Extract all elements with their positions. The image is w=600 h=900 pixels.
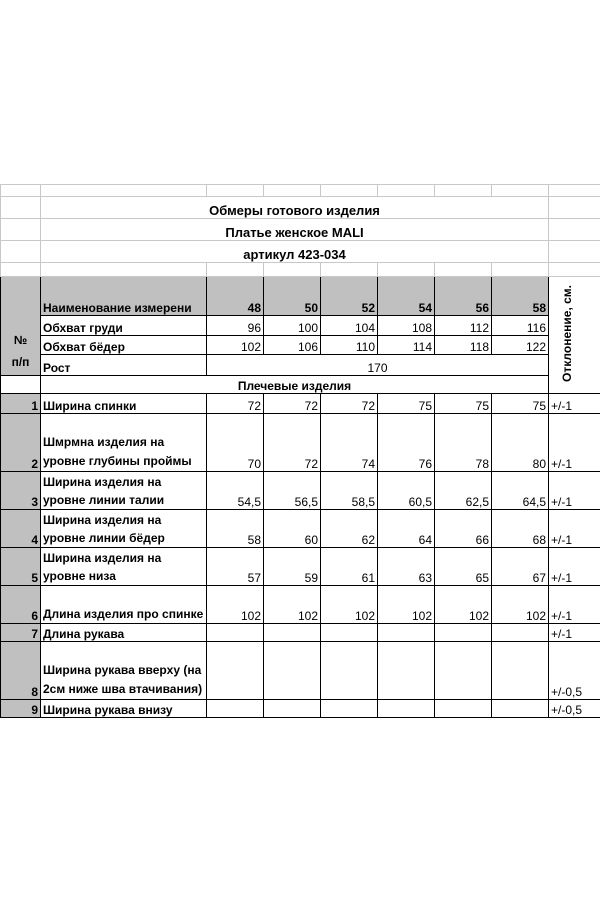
size-52: 52 [321,277,378,316]
product-row [1,219,600,241]
value-58 [492,642,549,700]
row-number: 9 [1,700,41,718]
hips-label: Обхват бёдер [41,335,207,355]
value-52 [321,700,378,718]
value-54 [378,624,435,642]
measurement-name: Шмрмна изделия на уровне глубины проймы [41,414,207,472]
value-58: 75 [492,394,549,414]
deviation-value: +/-1 [549,394,600,414]
table-row [1,394,600,414]
height-value: 170 [207,355,549,376]
value-58 [492,624,549,642]
value-54: 102 [378,586,435,624]
table-row [1,414,600,472]
value-54: 75 [378,394,435,414]
value-54 [378,700,435,718]
spreadsheet [0,184,600,718]
value-48: 57 [207,548,264,586]
table-row [1,472,600,510]
value-54: 64 [378,510,435,548]
value-56: 66 [435,510,492,548]
table-row [1,700,600,718]
value-56: 75 [435,394,492,414]
chest-50: 100 [264,316,321,336]
section-title: Плечевые изделия [41,376,549,394]
value-52 [321,624,378,642]
chest-48: 96 [207,316,264,336]
deviation-value: +/-1 [549,548,600,586]
deviation-value: +/-1 [549,414,600,472]
value-56: 65 [435,548,492,586]
row-number: 2 [1,414,41,472]
value-56: 102 [435,586,492,624]
size-56: 56 [435,277,492,316]
blank-row [1,185,600,197]
article-number: артикул 423-034 [41,241,549,263]
value-58: 67 [492,548,549,586]
measurement-name: Ширина изделия на уровне линии бёдер [41,510,207,548]
size-48: 48 [207,277,264,316]
value-50: 56,5 [264,472,321,510]
value-50: 102 [264,586,321,624]
measurement-name: Ширина рукава внизу [41,700,207,718]
height-label: Рост [41,355,207,376]
value-48: 102 [207,586,264,624]
value-56 [435,700,492,718]
value-48: 72 [207,394,264,414]
deviation-value: +/-1 [549,586,600,624]
index-header-cell [1,277,41,376]
value-50: 59 [264,548,321,586]
measurement-name: Длина изделия про спинке [41,586,207,624]
height-row [1,355,600,376]
hips-row [1,335,600,355]
index-label-bottom: п/п [11,355,30,369]
chest-52: 104 [321,316,378,336]
value-52: 72 [321,394,378,414]
row-number: 5 [1,548,41,586]
section-row [1,376,600,394]
value-52 [321,642,378,700]
value-56 [435,624,492,642]
row-number: 4 [1,510,41,548]
value-52: 102 [321,586,378,624]
size-54: 54 [378,277,435,316]
value-52: 62 [321,510,378,548]
value-50 [264,700,321,718]
value-48: 54,5 [207,472,264,510]
deviation-header [549,277,600,394]
value-50: 72 [264,394,321,414]
hips-58: 122 [492,335,549,355]
value-48 [207,700,264,718]
deviation-value: +/-0,5 [549,642,600,700]
table-row [1,586,600,624]
value-58: 80 [492,414,549,472]
chest-row [1,316,600,336]
value-52: 58,5 [321,472,378,510]
value-58: 64,5 [492,472,549,510]
deviation-header-text: Отклонение, см. [559,285,574,382]
hips-52: 110 [321,335,378,355]
value-58: 68 [492,510,549,548]
value-48: 70 [207,414,264,472]
value-54: 60,5 [378,472,435,510]
deviation-value: +/-0,5 [549,700,600,718]
size-50: 50 [264,277,321,316]
size-header-row [1,277,600,316]
chest-56: 112 [435,316,492,336]
value-50: 72 [264,414,321,472]
row-number: 7 [1,624,41,642]
row-number: 8 [1,642,41,700]
value-58 [492,700,549,718]
title-row [1,197,600,219]
hips-56: 118 [435,335,492,355]
chest-58: 116 [492,316,549,336]
table-row [1,642,600,700]
value-56 [435,642,492,700]
hips-54: 114 [378,335,435,355]
chest-label: Обхват груди [41,316,207,336]
document-title: Обмеры готового изделия [41,197,549,219]
row-number: 6 [1,586,41,624]
value-48: 58 [207,510,264,548]
article-row [1,241,600,263]
deviation-value: +/-1 [549,624,600,642]
row-number: 3 [1,472,41,510]
hips-50: 106 [264,335,321,355]
measurement-name: Ширина спинки [41,394,207,414]
measurement-name: Длина рукава [41,624,207,642]
value-54: 63 [378,548,435,586]
value-50 [264,624,321,642]
hips-48: 102 [207,335,264,355]
value-50: 60 [264,510,321,548]
value-48 [207,624,264,642]
value-50 [264,642,321,700]
measurement-name: Ширина рукава вверху (на 2см ниже шва втачивания) [41,642,207,700]
product-name: Платье женское MALI [41,219,549,241]
chest-54: 108 [378,316,435,336]
deviation-value: +/-1 [549,472,600,510]
measurement-table [0,184,600,718]
blank-row [1,263,600,277]
index-label-top: № [13,333,28,347]
row-number: 1 [1,394,41,414]
table-row [1,624,600,642]
value-54: 76 [378,414,435,472]
value-52: 74 [321,414,378,472]
measurement-name: Ширина изделия на уровне линии талии [41,472,207,510]
value-52: 61 [321,548,378,586]
value-56: 78 [435,414,492,472]
table-row [1,510,600,548]
value-58: 102 [492,586,549,624]
table-row [1,548,600,586]
value-56: 62,5 [435,472,492,510]
measurement-name: Ширина изделия на уровне низа [41,548,207,586]
deviation-value: +/-1 [549,510,600,548]
measurement-name-header: Наименование измерени [41,277,207,316]
value-54 [378,642,435,700]
size-58: 58 [492,277,549,316]
value-48 [207,642,264,700]
